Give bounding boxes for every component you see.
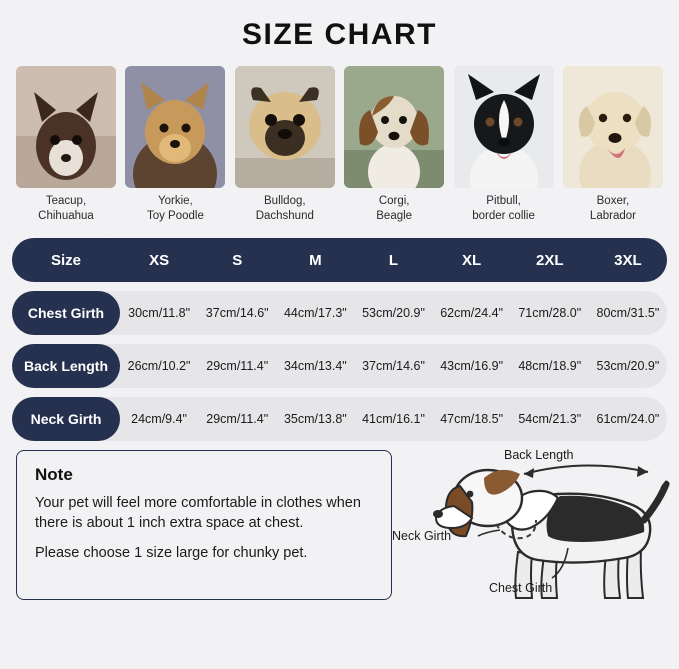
cell-chest-xs: 30cm/11.8" <box>128 306 191 320</box>
breed-label-line2: Chihuahua <box>38 210 94 222</box>
breed-photo-cell <box>16 66 116 188</box>
breed-label-5 <box>563 194 663 224</box>
note-paragraph-1: Your pet will feel more comfortable in clothes when there is about 1 inch extra space at chest. <box>35 495 361 531</box>
table-row <box>12 397 667 441</box>
cell-chest-xl: 62cm/24.4" <box>440 306 504 320</box>
cell-chest-s: 37cm/14.6" <box>205 306 269 320</box>
note-box <box>16 450 392 600</box>
breed-label-line1: Bulldog, <box>264 195 306 207</box>
breed-label-line1: Corgi, <box>378 195 410 207</box>
breed-label-line2: border collie <box>472 210 535 222</box>
breed-label-line1: Teacup, <box>45 195 87 207</box>
table-header-cells <box>86 238 667 282</box>
breed-label-line1: Yorkie, <box>158 195 193 207</box>
row-label-neck-girth: Neck Girth <box>12 397 120 441</box>
breed-label-line1: Boxer, <box>596 195 630 207</box>
breed-label-line2: Dachshund <box>255 210 314 222</box>
cell-neck-3xl: 61cm/24.0" <box>596 412 660 426</box>
row-cells-chest-girth <box>86 291 667 335</box>
bottom-section <box>12 450 667 610</box>
cell-back-s: 29cm/11.4" <box>206 359 269 373</box>
breed-label-line1: Pitbull, <box>486 195 521 207</box>
cell-neck-m: 35cm/13.8" <box>283 412 347 426</box>
breed-label-1 <box>125 194 225 224</box>
row-cells-neck-girth <box>86 397 667 441</box>
pug-photo <box>235 66 335 188</box>
breed-photo-cell <box>454 66 554 188</box>
cell-neck-2xl: 54cm/21.3" <box>518 412 582 426</box>
breed-label-row <box>12 188 667 224</box>
note-heading: Note <box>35 465 73 484</box>
breed-label-line2: Toy Poodle <box>146 210 204 222</box>
cell-back-xl: 43cm/16.9" <box>440 359 504 373</box>
cell-back-xs: 26cm/10.2" <box>127 359 191 373</box>
size-s: S <box>232 251 243 269</box>
cell-chest-2xl: 71cm/28.0" <box>518 306 582 320</box>
back-length-label: Back Length <box>504 448 574 462</box>
size-xs: XS <box>149 251 170 269</box>
breed-label-line2: Beagle <box>376 210 413 222</box>
cell-back-2xl: 48cm/18.9" <box>518 359 582 373</box>
size-table <box>12 238 667 441</box>
chest-girth-label: Chest Girth <box>489 581 553 595</box>
size-xl: XL <box>462 251 482 269</box>
cell-chest-l: 53cm/20.9" <box>362 306 425 320</box>
breed-label-0 <box>16 194 116 224</box>
labrador-photo <box>563 66 663 188</box>
chihuahua-photo <box>16 66 116 188</box>
breed-label-2 <box>235 194 335 224</box>
breed-photo-cell <box>235 66 335 188</box>
breed-photo-cell <box>344 66 444 188</box>
breed-label-4 <box>454 194 554 224</box>
cell-neck-xs: 24cm/9.4" <box>131 412 187 426</box>
border-collie-photo <box>454 66 554 188</box>
yorkie-photo <box>125 66 225 188</box>
row-label-back-length: Back Length <box>12 344 120 388</box>
cell-neck-s: 29cm/11.4" <box>206 412 269 426</box>
note-paragraph-2: Please choose 1 size large for chunky pet. <box>35 545 308 561</box>
table-header-label: Size <box>12 238 120 282</box>
beagle-photo <box>344 66 444 188</box>
row-label-chest-girth: Chest Girth <box>12 291 120 335</box>
cell-chest-m: 44cm/17.3" <box>283 306 347 320</box>
breed-photo-cell <box>563 66 663 188</box>
size-m: M <box>309 251 322 269</box>
breed-label-3 <box>344 194 444 224</box>
row-cells-back-length <box>86 344 667 388</box>
breed-photo-row <box>12 66 667 188</box>
table-row <box>12 291 667 335</box>
page-title: SIZE CHART <box>242 18 437 51</box>
cell-chest-3xl: 80cm/31.5" <box>596 306 660 320</box>
dog-measurement-illustration <box>392 450 663 610</box>
breed-photo-cell <box>125 66 225 188</box>
size-3xl: 3XL <box>614 251 642 269</box>
cell-neck-l: 41cm/16.1" <box>362 412 425 426</box>
cell-back-l: 37cm/14.6" <box>362 359 425 373</box>
size-l: L <box>388 251 399 269</box>
size-2xl: 2XL <box>536 251 564 269</box>
cell-back-m: 34cm/13.4" <box>283 359 347 373</box>
table-row <box>12 344 667 388</box>
cell-neck-xl: 47cm/18.5" <box>440 412 504 426</box>
table-header-row <box>12 238 667 282</box>
cell-back-3xl: 53cm/20.9" <box>596 359 660 373</box>
neck-girth-label: Neck Girth <box>392 529 452 543</box>
breed-label-line2: Labrador <box>589 210 636 222</box>
